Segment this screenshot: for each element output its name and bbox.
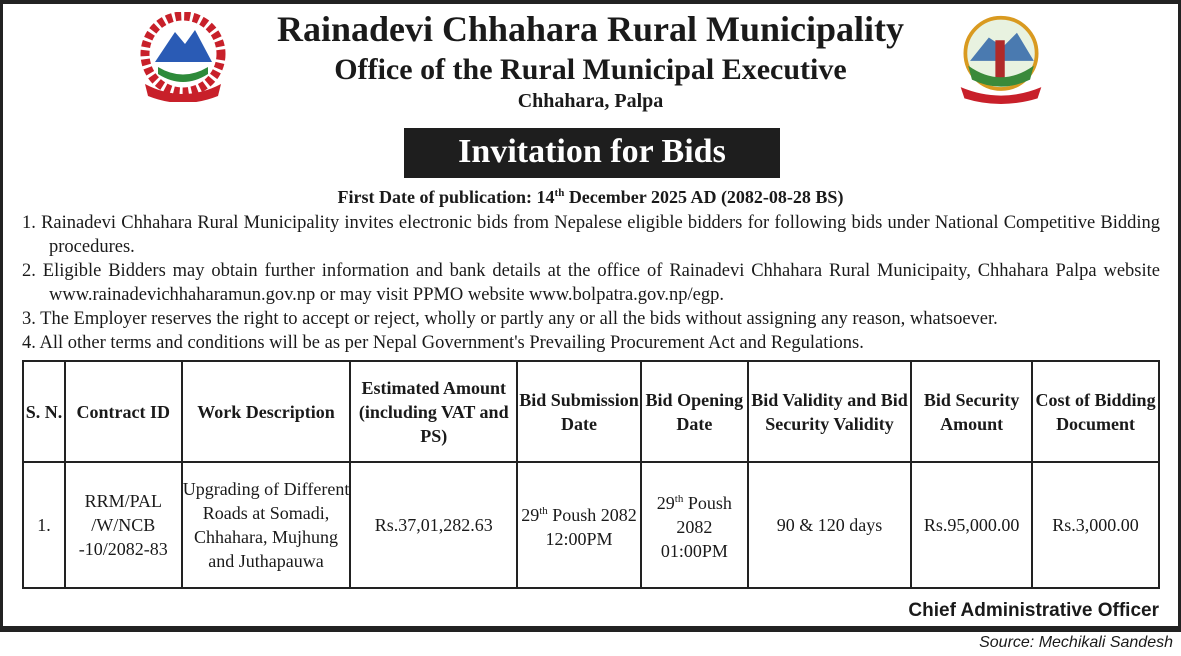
publication-date: First Date of publication: 14th December 2025 AD (2082-08-28 BS) bbox=[337, 187, 844, 207]
cell-submission-date: 29th Poush 2082 12:00PM bbox=[517, 462, 641, 588]
cell-sn: 1. bbox=[23, 462, 65, 588]
clause: 1. Rainadevi Chhahara Rural Municipality invites electronic bids from Nepalese eligible bidders for following bids under National Competitive Bidding procedures. bbox=[22, 213, 1160, 257]
organization-name: Rainadevi Chhahara Rural Municipality bbox=[276, 9, 905, 49]
source-credit: Source: Mechikali Sandesh bbox=[979, 634, 1173, 651]
header-document-cost: Cost of Bidding Document bbox=[1032, 361, 1159, 462]
cell-work-description: Upgrading of Different Roads at Somadi, Chhahara, Mujhung and Juthapauwa bbox=[182, 462, 351, 588]
clauses-list bbox=[22, 211, 1160, 355]
signatory: Chief Administrative Officer bbox=[908, 600, 1159, 621]
cell-document-cost: Rs.3,000.00 bbox=[1032, 462, 1159, 588]
table-header-row bbox=[23, 361, 1159, 462]
header-validity: Bid Validity and Bid Security Validity bbox=[748, 361, 912, 462]
cell-security-amount: Rs.95,000.00 bbox=[911, 462, 1032, 588]
cell-validity: 90 & 120 days bbox=[748, 462, 912, 588]
clause: 2. Eligible Bidders may obtain further information and bank details at the office of Rainadevi Chhahara Rural Municipaity, Chhahara Palpa website www.rainadevichhaharamun.gov.np or may visit PPMO website www.bolpatra.gov.np/egp. bbox=[22, 261, 1160, 305]
header-security-amount: Bid Security Amount bbox=[911, 361, 1032, 462]
clause: 4. All other terms and conditions will be as per Nepal Government's Prevailing Procurement Act and Regulations. bbox=[22, 333, 864, 353]
header-opening-date: Bid Opening Date bbox=[641, 361, 748, 462]
header-contract-id: Contract ID bbox=[65, 361, 182, 462]
table-row bbox=[23, 462, 1159, 588]
clause: 3. The Employer reserves the right to accept or reject, wholly or partly any or all the bids without assigning any reason, whatsoever. bbox=[22, 309, 998, 329]
header-estimated-amount: Estimated Amount (including VAT and PS) bbox=[350, 361, 517, 462]
office-location: Chhahara, Palpa bbox=[517, 90, 664, 112]
notice-title: Invitation for Bids bbox=[404, 128, 780, 178]
bids-table bbox=[22, 360, 1160, 589]
cell-opening-date: 29th Poush 2082 01:00PM bbox=[641, 462, 748, 588]
office-name: Office of the Rural Municipal Executive bbox=[334, 53, 847, 86]
header-work-description: Work Description bbox=[182, 361, 351, 462]
cell-estimated-amount: Rs.37,01,282.63 bbox=[350, 462, 517, 588]
cell-contract-id: RRM/PAL /W/NCB -10/2082-83 bbox=[65, 462, 182, 588]
header-submission-date: Bid Submission Date bbox=[517, 361, 641, 462]
header-sn: S. N. bbox=[23, 361, 65, 462]
